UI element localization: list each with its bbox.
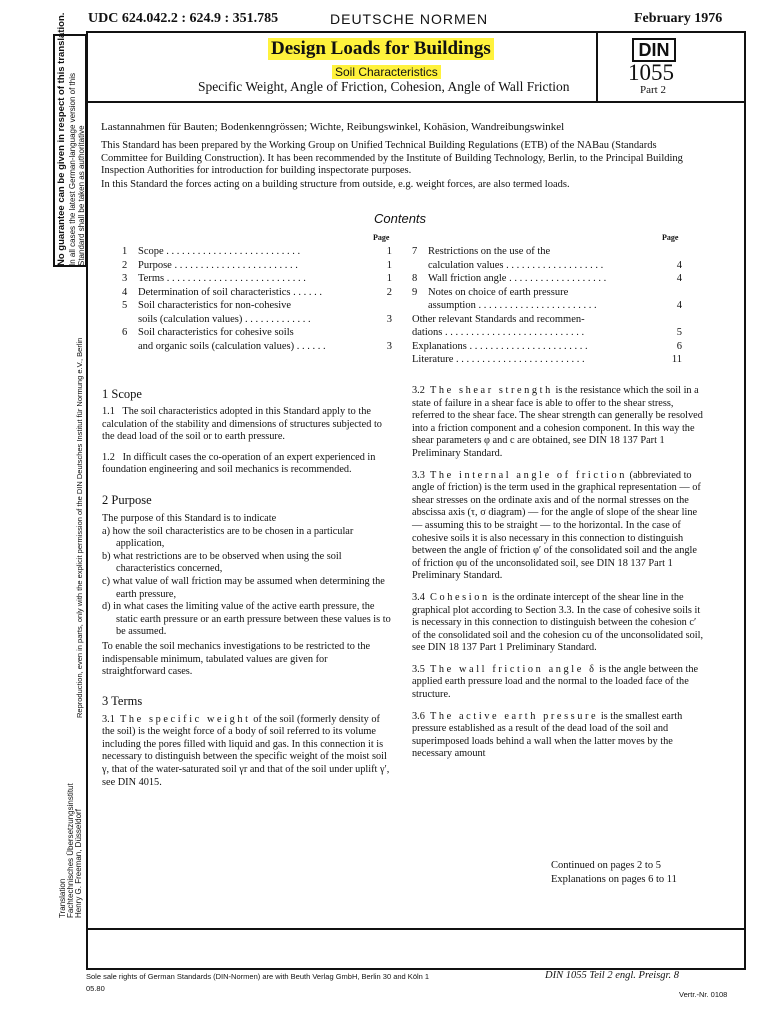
contents-entry-page: 5 (676, 327, 682, 338)
contents-entry (122, 327, 392, 340)
contents-entry-title: Soil characteristics for non-cohesive (138, 300, 292, 311)
paragraph-text: is the resistance which the soil in a state of failure in a shear face is able to offer to the shear stress, referred to the shear face. The shear strength can generally be resolved into a friction component and a cohesion component. In this way the shear parameters φ and c are obtained, see DIN 18 137 Part 1 Preliminary Standard. (412, 385, 703, 459)
explanation-pages: Explanations on pages 6 to 11 (551, 874, 677, 885)
contents-entry-page: 4 (676, 273, 682, 284)
list-item: d) in what cases the limiting value of the active earth pressure, the static earth pressure or an earth pressure between these values is to be assumed. (102, 601, 391, 638)
contents-entry-title: soils (calculation values) . . . . . . . . . . . . . (138, 313, 311, 325)
intro-paragraph-2: In this Standard the forces acting on a building structure from outside, e.g. weight forces, are also termed loads. (101, 179, 570, 190)
sale-rights-notice: Sole sale rights of German Standards (DIN-Normen) are with Beuth Verlag GmbH, Berlin 30 and Köln 1 (86, 972, 430, 981)
term: The active earth pressure (430, 710, 599, 722)
paragraph-number: 1.2 (102, 451, 115, 463)
term: The wall friction angle δ (430, 663, 597, 675)
contents-entry (412, 327, 684, 340)
left-column (102, 387, 392, 789)
contents-entry (412, 273, 684, 286)
continuation-note (551, 859, 677, 887)
contents-entry-title: calculation values . . . . . . . . . . . . . . . . . . . (428, 259, 604, 271)
contents-entry-page: 1 (386, 259, 392, 271)
page-column-label: Page (373, 233, 390, 242)
din-part: Part 2 (640, 84, 666, 96)
paragraph (412, 385, 706, 461)
translation-institute: Fachtechnisches Übersetzungsinstitut (66, 783, 75, 918)
contents-entry (122, 273, 392, 286)
intro-paragraph: This Standard has been prepared by the Working Group on Unified Technical Building Regulations (ETB) of the NABau (Standards Committee for Building Construction). It has been recommended by the Institute of Building Technology, Berlin, to the Principal Building Inspection Authorities for introduction for building inspectorate purposes. (101, 140, 683, 177)
contents-entry-number: 7 (412, 246, 418, 257)
contents-entry-title: Wall friction angle . . . . . . . . . . . . . . . . . . . (428, 273, 607, 284)
contents-entry-title: Restrictions on the use of the (428, 246, 551, 257)
section-heading: 2 Purpose (102, 492, 152, 507)
document-subtitle-2: Specific Weight, Angle of Friction, Cohesion, Angle of Wall Friction (198, 79, 570, 94)
paragraph-text: (abbreviated to angle of friction) is the term used in the graphical representation — of shear stresses on the ordinate axis and of the normal stresses on the abscissa axis (τ, σ diagram) — for the angle of slope of the shear line — assuming this to be straight — to the horizontal. In the case of cohesive soils it is also necessary in this connection to distinguish between the angle of friction φ′ of the consolidated soil and the angle of friction φu of the unconsolidated soil, see DIN 18 137 Part 1 Preliminary Standard. (412, 469, 701, 582)
paragraph: To enable the soil mechanics investigations to be restricted to the indispensable minimum, tabulated values are given for straightforward cases. (102, 640, 371, 678)
contents-entry-number: 5 (122, 300, 128, 311)
contents-entry-title: Explanations . . . . . . . . . . . . . . . . . . . . . . . (412, 340, 588, 352)
contents-entry-title: assumption . . . . . . . . . . . . . . . . . . . . . . . (428, 300, 597, 311)
din-number: 1055 (628, 60, 674, 85)
din-logo: DIN (632, 38, 676, 62)
paragraph (412, 470, 706, 583)
paragraph-number: 3.5 (412, 663, 425, 675)
guarantee-notice-3: Standard shall be taken as authoritative (77, 125, 86, 266)
paragraph-number: 3.1 (102, 713, 115, 725)
contents-entry-page: 1 (386, 246, 392, 257)
contents-entry-title: and organic soils (calculation values) . . . . . . (138, 340, 326, 352)
din-box-divider (596, 31, 598, 103)
contents-entry (412, 246, 684, 259)
contents-entry-title: Scope . . . . . . . . . . . . . . . . . . . . . . . . . . (138, 246, 301, 257)
guarantee-notice: No guarantee can be given in respect of this translation. (56, 12, 67, 266)
document-subtitle: Soil Characteristics (332, 65, 441, 79)
contents-entry-page: 6 (676, 340, 682, 352)
contents-entry-number: 4 (122, 286, 128, 298)
paragraph-text: In difficult cases the co-operation of an expert experienced in foundation engineering and soil mechanics is recommended. (102, 451, 376, 476)
section-heading: 3 Terms (102, 693, 143, 708)
paragraph-text: is the angle between the applied earth pressure load and the normal to the loaded face of the structure. (412, 663, 699, 701)
paragraph (102, 452, 392, 477)
section-heading: 1 Scope (102, 387, 142, 401)
contents-entry-number: 1 (122, 246, 128, 257)
contents-entry (412, 260, 684, 273)
term: The internal angle of friction (430, 469, 627, 481)
contents-entry-page: 2 (386, 286, 392, 298)
contents-entry (412, 354, 684, 367)
paragraph (102, 714, 392, 790)
contents-heading: Contents (374, 211, 427, 226)
contents-entry (122, 246, 392, 259)
contents-entry-title: Notes on choice of earth pressure (428, 286, 569, 298)
continued-pages: Continued on pages 2 to 5 (551, 860, 661, 871)
contents-entry-title: Determination of soil characteristics . . . . . . (138, 286, 322, 298)
contents-entry-number: 2 (122, 259, 128, 271)
page-column-label: Page (662, 233, 679, 242)
list-item: a) how the soil characteristics are to be chosen in a particular application, (102, 525, 354, 550)
translator-name: Henry G. Freeman, Düsseldorf (74, 809, 83, 918)
paragraph-number: 1.1 (102, 406, 115, 417)
contents-entry (412, 314, 684, 327)
publication-date: February 1976 (634, 11, 723, 26)
contents-entry-page: 1 (386, 273, 392, 284)
contents-entry-page: 11 (671, 354, 682, 365)
din-reference: DIN 1055 Teil 2 engl. Preisgr. 8 (545, 970, 679, 981)
contents-entry (122, 341, 392, 354)
paragraph-number: 3.6 (412, 710, 425, 722)
contents-entry-page: 4 (676, 300, 682, 311)
translation-label: Translation (58, 878, 67, 918)
contents-entry (122, 260, 392, 273)
reproduction-notice: Reproduction, even in parts, only with the explicit permission of the DIN Deutsches Institut für Normung e.V., Berlin (75, 337, 84, 718)
term: Cohesion (430, 591, 490, 603)
german-title: Lastannahmen für Bauten; Bodenkenngrössen; Wichte, Reibungswinkel, Kohäsion, Wandreibungswinkel (101, 121, 565, 133)
term: The shear strength (430, 385, 553, 396)
contents-entry-title: Soil characteristics for cohesive soils (138, 327, 294, 338)
paragraph-text: of the soil (formerly density of the soil) is the weight force of a body of soil referred to its volume including the pores filled with liquid and gas. In this connection it is necessary to distinguish between the specific weight of the moist soil γ, that of the water-saturated soil γr and that of the soil under uplift γ′, see DIN 4015. (102, 713, 390, 788)
document-title: Design Loads for Buildings (268, 38, 494, 60)
series-name: DEUTSCHE NORMEN (330, 11, 489, 27)
list-item: c) what value of wall friction may be assumed when determining the earth pressure, (102, 575, 385, 600)
date-code: 05.80 (86, 984, 105, 993)
paragraph (412, 664, 706, 702)
paragraph-number: 3.3 (412, 469, 425, 481)
contents-entry-page: 3 (386, 313, 392, 325)
contents-entry-number: 9 (412, 286, 418, 298)
paragraph (412, 592, 706, 655)
paragraph (412, 711, 706, 761)
paragraph: The purpose of this Standard is to indicate (102, 512, 277, 524)
contents-entry (412, 287, 684, 300)
contents-entry-title: dations . . . . . . . . . . . . . . . . . . . . . . . . . . . (412, 327, 585, 338)
title-divider (86, 101, 746, 103)
contents-entry-title: Other relevant Standards and recommen- (412, 313, 585, 325)
contents-entry-page: 4 (676, 259, 682, 271)
term: The specific weight (120, 713, 251, 725)
paragraph-text: The soil characteristics adopted in this Standard apply to the calculation of the stability and dimensions of structures subjected to the dead load of the soil or to earth pressure. (102, 406, 382, 443)
paragraph-text: is the ordinate intercept of the shear line in the graphical plot according to Section 3.3. In the case of cohesive soils it is necessary in this connection to distinguish between the cohesion c′ of the consolidated soil and the cohesion cu of the unconsolidated soil, see DIN 18 137 Part 1 Preliminary Standard. (412, 591, 704, 654)
list-item: b) what restrictions are to be observed when using the soil characteristics concerned, (102, 550, 342, 575)
contents-entry (412, 341, 684, 354)
contents-entry (122, 287, 392, 300)
contents-entry (122, 300, 392, 313)
contents-entry (412, 300, 684, 313)
guarantee-notice-2: In all cases the latest German-language version of this (68, 73, 77, 266)
paragraph-text: is the smallest earth pressure established as a result of the dead load of the soil and superimposed loads behind a wall when the latter moves by the necessary amount (412, 710, 683, 760)
contents-entry-number: 6 (122, 327, 128, 338)
paragraph-number: 3.2 (412, 385, 425, 396)
contents-entry-title: Purpose . . . . . . . . . . . . . . . . . . . . . . . . (138, 259, 298, 271)
contents-entry-number: 3 (122, 273, 128, 284)
bottom-divider (86, 928, 746, 930)
contents-entry-page: 3 (386, 340, 392, 352)
contents-entry-title: Terms . . . . . . . . . . . . . . . . . . . . . . . . . . . (138, 273, 306, 284)
right-column (412, 385, 706, 761)
contents-entry-title: Literature . . . . . . . . . . . . . . . . . . . . . . . . . (412, 354, 585, 365)
distribution-number: Vertr.-Nr. 0108 (679, 990, 728, 999)
contents-entry-number: 8 (412, 273, 418, 284)
contents-entry (122, 314, 392, 327)
paragraph-number: 3.4 (412, 591, 425, 603)
udc-code: UDC 624.042.2 : 624.9 : 351.785 (88, 11, 279, 26)
paragraph (102, 406, 392, 444)
